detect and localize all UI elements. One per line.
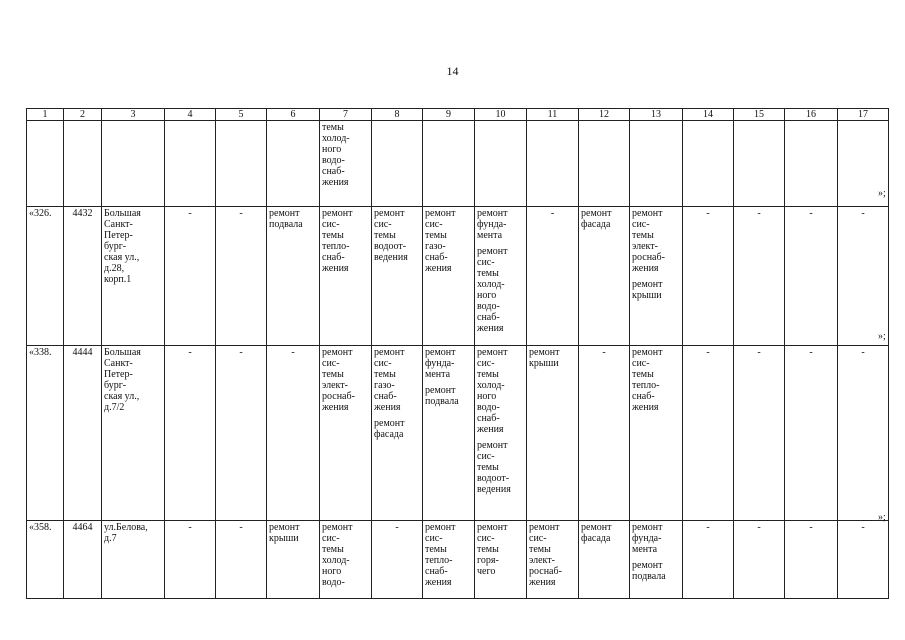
table-cell bbox=[423, 121, 475, 207]
table-cell bbox=[475, 346, 527, 521]
table-cell bbox=[527, 521, 579, 599]
cell-text: ремонт сис- темы газо- снаб- жения bbox=[374, 347, 405, 413]
cell-text: ремонт сис- темы холод- ного водо- снаб- жения bbox=[477, 347, 508, 435]
cell-text: 4464 bbox=[72, 522, 93, 533]
table-cell bbox=[423, 521, 475, 599]
column-header-4: 4 bbox=[165, 109, 216, 121]
cell-text: ремонт крыши bbox=[632, 279, 663, 301]
table-cell bbox=[579, 121, 630, 207]
cell-text: - bbox=[239, 208, 243, 219]
column-header-11: 11 bbox=[527, 109, 579, 121]
table-cell bbox=[267, 521, 320, 599]
table-cell bbox=[216, 521, 267, 599]
cell-text: - bbox=[757, 208, 761, 219]
row-end-mark: »; bbox=[878, 188, 886, 199]
table-cell bbox=[216, 346, 267, 521]
table-cell bbox=[630, 121, 683, 207]
cell-text: ремонт крыши bbox=[529, 347, 560, 369]
column-header-14: 14 bbox=[683, 109, 734, 121]
cell-text: ремонт фасада bbox=[581, 522, 612, 544]
table-cell bbox=[267, 121, 320, 207]
table-cell bbox=[267, 346, 320, 521]
table-cell bbox=[165, 521, 216, 599]
table-cell bbox=[527, 121, 579, 207]
cell-text: - bbox=[706, 522, 710, 533]
cell-text: ремонт сис- темы холод- ного водо- снаб- жения bbox=[477, 246, 508, 334]
table-cell bbox=[27, 346, 64, 521]
cell-text: ремонт фасада bbox=[581, 208, 612, 230]
table-cell bbox=[27, 207, 64, 346]
table-cell bbox=[630, 346, 683, 521]
cell-text: - bbox=[602, 347, 606, 358]
cell-text: Большая Санкт- Петер- бург- ская ул., д.7/2 bbox=[104, 347, 141, 413]
table-cell bbox=[320, 346, 372, 521]
header-row bbox=[27, 109, 889, 121]
table-cell bbox=[320, 207, 372, 346]
table-cell bbox=[423, 207, 475, 346]
column-header-8: 8 bbox=[372, 109, 423, 121]
table-cell bbox=[165, 346, 216, 521]
table-cell bbox=[734, 521, 785, 599]
cell-text: ремонт сис- темы холод- ного водо- bbox=[322, 522, 353, 588]
table-cell bbox=[102, 521, 165, 599]
table-cell bbox=[838, 521, 889, 599]
table-cell bbox=[683, 207, 734, 346]
table-cell bbox=[630, 521, 683, 599]
cell-text: ремонт подвала bbox=[632, 560, 666, 582]
table-cell bbox=[527, 346, 579, 521]
table-cell bbox=[785, 521, 838, 599]
table-cell bbox=[579, 346, 630, 521]
table-cell bbox=[838, 207, 889, 346]
table-cell bbox=[27, 521, 64, 599]
cell-text: 4432 bbox=[72, 208, 93, 219]
cell-text: Большая Санкт- Петер- бург- ская ул., д.28, корп.1 bbox=[104, 208, 141, 285]
cell-text: ремонт сис- темы элект- роснаб- жения bbox=[529, 522, 562, 588]
table-cell bbox=[734, 346, 785, 521]
table-cell bbox=[165, 121, 216, 207]
table-cell bbox=[527, 207, 579, 346]
cell-text: - bbox=[291, 347, 295, 358]
table-cell bbox=[320, 521, 372, 599]
table-cell bbox=[102, 207, 165, 346]
cell-text: ремонт крыши bbox=[269, 522, 300, 544]
table-cell bbox=[475, 521, 527, 599]
column-header-2: 2 bbox=[64, 109, 102, 121]
column-header-12: 12 bbox=[579, 109, 630, 121]
table-cell bbox=[27, 121, 64, 207]
cell-text: ремонт сис- темы элект- роснаб- жения bbox=[322, 347, 355, 413]
cell-text: - bbox=[239, 522, 243, 533]
column-header-10: 10 bbox=[475, 109, 527, 121]
cell-text: - bbox=[395, 522, 399, 533]
cell-text: ремонт подвала bbox=[425, 385, 459, 407]
cell-text: 4444 bbox=[72, 347, 93, 358]
table-cell bbox=[64, 207, 102, 346]
cell-text: - bbox=[809, 208, 813, 219]
column-header-13: 13 bbox=[630, 109, 683, 121]
table-cell bbox=[734, 121, 785, 207]
repair-schedule-table bbox=[26, 108, 889, 599]
cell-text: темы холод- ного водо- снаб- жения bbox=[322, 122, 350, 188]
column-header-5: 5 bbox=[216, 109, 267, 121]
cell-text: ремонт подвала bbox=[269, 208, 303, 230]
cell-text: ремонт фунда- мента bbox=[632, 522, 663, 555]
table-cell bbox=[165, 207, 216, 346]
table-cell bbox=[423, 346, 475, 521]
cell-text: ремонт сис- темы горя- чего bbox=[477, 522, 508, 577]
column-header-16: 16 bbox=[785, 109, 838, 121]
cell-text: - bbox=[239, 347, 243, 358]
cell-text: - bbox=[861, 522, 865, 533]
cell-text: ремонт сис- темы газо- снаб- жения bbox=[425, 208, 456, 274]
table-row bbox=[27, 207, 889, 346]
cell-text: ремонт сис- темы тепло- снаб- жения bbox=[632, 347, 663, 413]
cell-text: - bbox=[188, 208, 192, 219]
cell-text: - bbox=[706, 347, 710, 358]
table-cell bbox=[64, 521, 102, 599]
cell-text: ремонт сис- темы водоот- ведения bbox=[477, 440, 511, 495]
table-row bbox=[27, 121, 889, 207]
table-cell bbox=[267, 207, 320, 346]
column-header-1: 1 bbox=[27, 109, 64, 121]
table-row bbox=[27, 521, 889, 599]
column-header-3: 3 bbox=[102, 109, 165, 121]
table-cell bbox=[216, 121, 267, 207]
cell-text: - bbox=[861, 347, 865, 358]
table-cell bbox=[579, 207, 630, 346]
cell-text: - bbox=[861, 208, 865, 219]
cell-text: - bbox=[809, 347, 813, 358]
cell-text: ремонт сис- темы тепло- снаб- жения bbox=[425, 522, 456, 588]
table-cell bbox=[475, 207, 527, 346]
cell-text: ремонт сис- темы тепло- снаб- жения bbox=[322, 208, 353, 274]
table-cell bbox=[320, 121, 372, 207]
table-cell bbox=[102, 346, 165, 521]
table-cell bbox=[372, 521, 423, 599]
table-cell bbox=[734, 207, 785, 346]
table-cell bbox=[102, 121, 165, 207]
column-header-7: 7 bbox=[320, 109, 372, 121]
cell-text: ремонт фунда- мента bbox=[477, 208, 508, 241]
table-cell bbox=[785, 207, 838, 346]
table-cell bbox=[683, 521, 734, 599]
table-cell bbox=[630, 207, 683, 346]
cell-text: ремонт фунда- мента bbox=[425, 347, 456, 380]
table-cell bbox=[785, 346, 838, 521]
cell-text: - bbox=[757, 522, 761, 533]
cell-text: ул.Белова, д.7 bbox=[104, 522, 148, 544]
table-cell bbox=[64, 121, 102, 207]
cell-text: «326. bbox=[29, 208, 52, 219]
table-cell bbox=[683, 346, 734, 521]
table-cell bbox=[683, 121, 734, 207]
cell-text: «338. bbox=[29, 347, 52, 358]
column-header-9: 9 bbox=[423, 109, 475, 121]
table-cell bbox=[579, 521, 630, 599]
column-header-15: 15 bbox=[734, 109, 785, 121]
cell-text: - bbox=[188, 347, 192, 358]
cell-text: - bbox=[757, 347, 761, 358]
row-end-mark: »; bbox=[878, 331, 886, 342]
cell-text: - bbox=[809, 522, 813, 533]
page-number: 14 bbox=[446, 64, 459, 78]
column-header-17: 17 bbox=[838, 109, 889, 121]
column-header-6: 6 bbox=[267, 109, 320, 121]
table-cell bbox=[216, 207, 267, 346]
cell-text: ремонт фасада bbox=[374, 418, 405, 440]
cell-text: ремонт сис- темы водоот- ведения bbox=[374, 208, 408, 263]
table-cell bbox=[64, 346, 102, 521]
table-cell bbox=[838, 346, 889, 521]
table-cell bbox=[372, 207, 423, 346]
table-cell bbox=[785, 121, 838, 207]
cell-text: - bbox=[706, 208, 710, 219]
cell-text: «358. bbox=[29, 522, 52, 533]
table-cell bbox=[372, 121, 423, 207]
cell-text: - bbox=[550, 208, 555, 219]
cell-text: - bbox=[188, 522, 192, 533]
row-end-mark: »; bbox=[878, 512, 886, 523]
table-row bbox=[27, 346, 889, 521]
table-cell bbox=[372, 346, 423, 521]
cell-text: ремонт сис- темы элект- роснаб- жения bbox=[632, 208, 665, 274]
table-cell bbox=[475, 121, 527, 207]
